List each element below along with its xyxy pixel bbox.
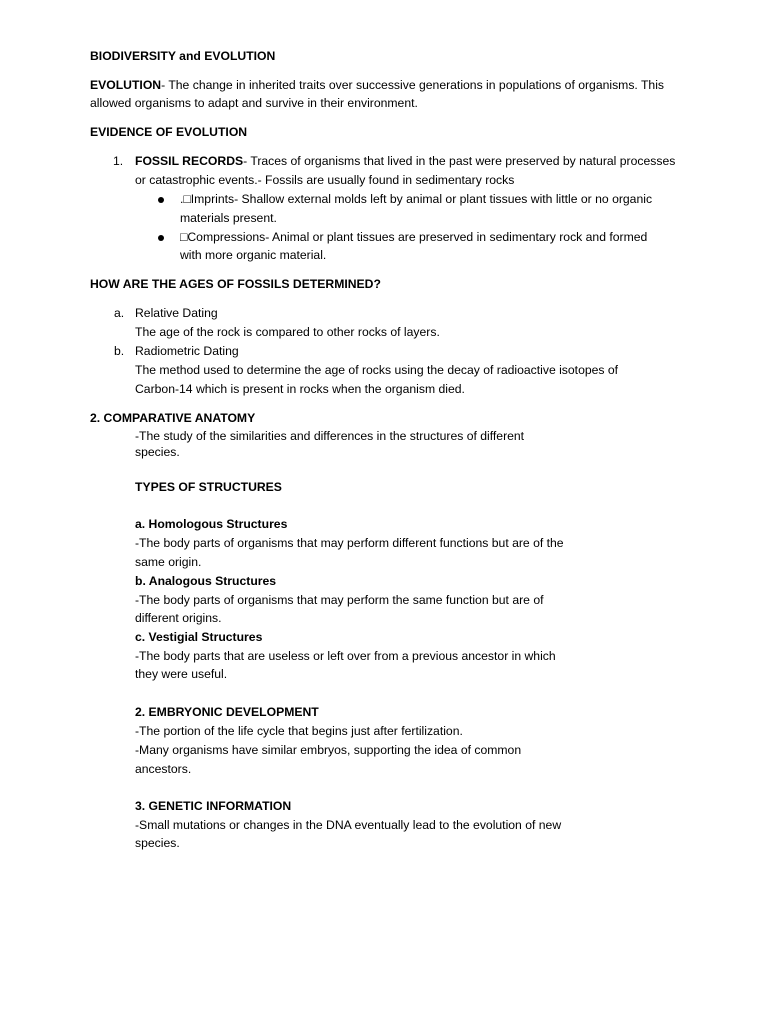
embryonic-line2: -Many organisms have similar embryos, supporting the idea of common: [135, 743, 522, 757]
vestigial-line1: -The body parts that are useless or left over from a previous ancestor in which: [135, 649, 556, 663]
radiometric-dating-line2: Carbon-14 which is present in rocks when the organism died.: [135, 382, 465, 396]
analogous-line1: -The body parts of organisms that may perform the same function but are of: [135, 593, 544, 607]
evidence-heading: EVIDENCE OF EVOLUTION: [90, 125, 248, 139]
embryonic-line1: -The portion of the life cycle that begins just after fertilization.: [135, 724, 463, 738]
vestigial-title: c. Vestigial Structures: [135, 630, 263, 644]
vestigial-line2: they were useful.: [135, 667, 228, 681]
fossil-records-term: FOSSIL RECORDS: [135, 154, 244, 168]
evolution-definition-text: - The change in inherited traits over successive generations in populations of organisms. This: [161, 78, 665, 92]
comparative-anatomy-line1: -The study of the similarities and differences in the structures of different: [135, 429, 525, 443]
evolution-definition-line2: allowed organisms to adapt and survive in their environment.: [90, 96, 418, 110]
genetic-line1: -Small mutations or changes in the DNA eventually lead to the evolution of new: [135, 818, 562, 832]
embryonic-line3: ancestors.: [135, 762, 192, 776]
radiometric-dating-marker: b.: [114, 344, 125, 358]
fossil-list-number: 1.: [113, 154, 124, 168]
radiometric-dating-line1: The method used to determine the age of rocks using the decay of radioactive isotopes of: [135, 363, 619, 377]
evolution-term: EVOLUTION: [90, 78, 162, 92]
fossil-records-line1: [135, 152, 675, 171]
types-of-structures-heading: TYPES OF STRUCTURES: [135, 480, 282, 494]
homologous-line1: -The body parts of organisms that may perform different functions but are of the: [135, 536, 564, 550]
relative-dating-text: The age of the rock is compared to other rocks of layers.: [135, 325, 440, 339]
ages-heading: HOW ARE THE AGES OF FOSSILS DETERMINED?: [90, 277, 381, 291]
bullet-icon: [158, 197, 164, 203]
homologous-title: a. Homologous Structures: [135, 517, 288, 531]
compressions-line2: with more organic material.: [180, 248, 327, 262]
analogous-line2: different origins.: [135, 611, 222, 625]
document-title: BIODIVERSITY and EVOLUTION: [90, 49, 276, 63]
evolution-definition-line1: [90, 76, 664, 95]
embryonic-heading: 2. EMBRYONIC DEVELOPMENT: [135, 705, 319, 719]
comparative-anatomy-line2: species.: [135, 445, 180, 459]
imprints-line2: materials present.: [180, 211, 277, 225]
imprints-line1: .□Imprints- Shallow external molds left by animal or plant tissues with little or no organic: [180, 192, 653, 206]
analogous-title: b. Analogous Structures: [135, 574, 277, 588]
relative-dating-title: Relative Dating: [135, 306, 218, 320]
comparative-anatomy-heading: 2. COMPARATIVE ANATOMY: [90, 411, 256, 425]
fossil-records-line2: or catastrophic events.- Fossils are usually found in sedimentary rocks: [135, 173, 515, 187]
bullet-icon: [158, 235, 164, 241]
genetic-heading: 3. GENETIC INFORMATION: [135, 799, 292, 813]
genetic-line2: species.: [135, 836, 180, 850]
relative-dating-marker: a.: [114, 306, 125, 320]
fossil-records-text: - Traces of organisms that lived in the past were preserved by natural processes: [243, 154, 676, 168]
radiometric-dating-title: Radiometric Dating: [135, 344, 239, 358]
homologous-line2: same origin.: [135, 555, 202, 569]
compressions-line1: □Compressions- Animal or plant tissues are preserved in sedimentary rock and formed: [180, 230, 648, 244]
